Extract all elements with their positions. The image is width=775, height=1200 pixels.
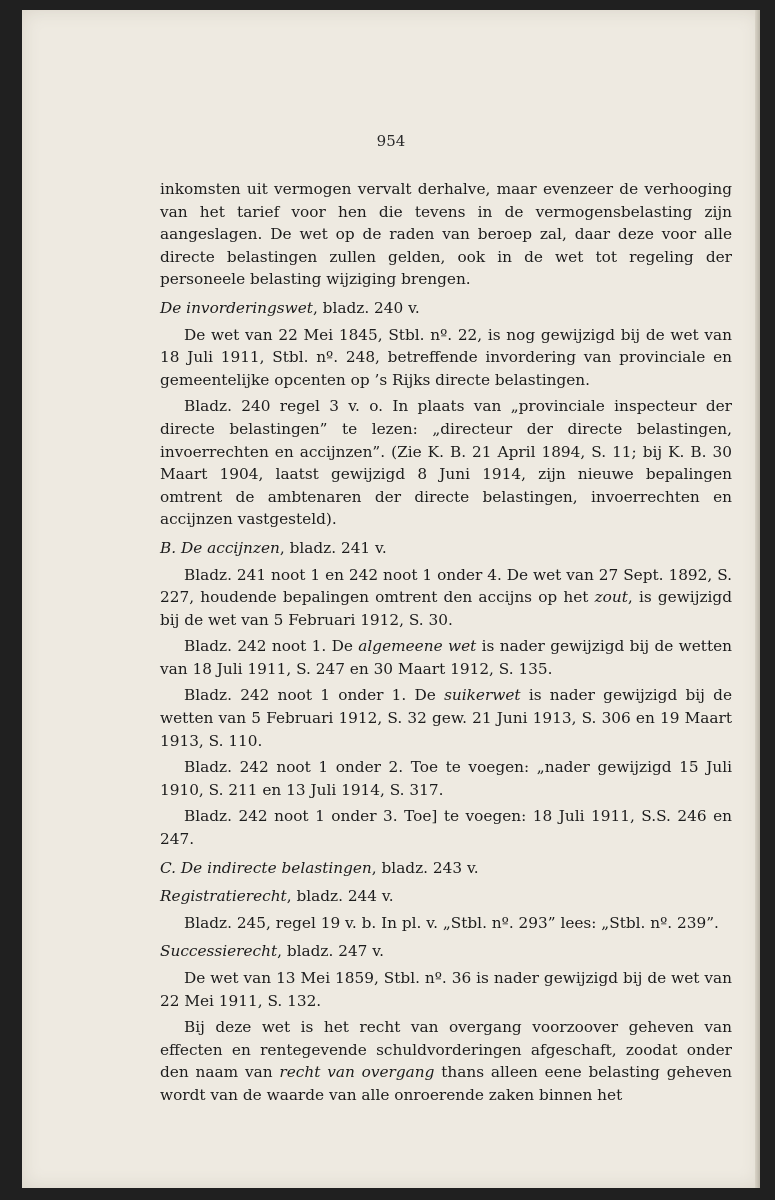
section-heading <box>160 857 732 880</box>
page-number: 954 <box>376 132 406 150</box>
body-paragraph <box>160 684 732 752</box>
text-segment: Bladz. 242 noot 1 onder 1. De <box>184 686 445 705</box>
page-body-text <box>160 178 732 1111</box>
italic-text: De invorderingswet <box>160 298 313 317</box>
body-paragraph <box>160 395 732 531</box>
body-paragraph <box>160 756 732 801</box>
text-segment: is nader gewijzigd bij de wetten van 18 Juli 1911, S. 247 en 30 Maart 1912, S. 135. <box>160 637 733 678</box>
text-segment: thans alleen eene belasting geheven wordt van de waarde van alle onroerende zaken binnen het <box>160 1063 732 1104</box>
text-segment: inkomsten uit vermogen vervalt derhalve, maar evenzeer de verhooging van het tarief voor hen die tevens in de vermogensbelasting zijn aangeslagen. De wet op de raden van beroep zal, daar deze voor alle directe belastingen zullen gelden, ook in de wet tot regeling der personeele belasting wijziging brengen. <box>160 180 732 289</box>
section-heading <box>160 537 732 560</box>
text-segment: , bladz. 241 v. <box>279 538 387 557</box>
italic-text: zout <box>594 588 628 607</box>
text-segment: is nader gewijzigd bij de wetten van 5 Februari 1912, S. 32 gew. 21 Juni 1913, S. 306 en 19 Maart 1913, S. 110. <box>160 686 732 750</box>
section-heading <box>160 940 732 963</box>
text-segment: Bladz. 240 regel 3 v. o. In plaats van „provinciale inspecteur der directe belastingen” te lezen: „directeur der directe belastingen, invoerrechten en accijnzen”. (Zie K. B. 21 April 1894, S. 11; bij K. B. 30 Maart 1904, laatst gewijzigd 8 Juni 1914, zijn nieuwe bepalingen omtrent de ambtenaren der directe belastingen, invoerrechten en accijnzen vastgesteld). <box>160 397 732 529</box>
italic-text: Registratierecht <box>160 887 287 906</box>
body-paragraph <box>160 805 732 850</box>
italic-text: B. De accijnzen <box>160 538 280 557</box>
body-paragraph <box>160 564 732 632</box>
text-segment: Bladz. 242 noot 1 onder 3. Toe] te voegen: 18 Juli 1911, S.S. 246 en 247. <box>160 807 732 849</box>
italic-text: recht van overgang <box>279 1063 435 1082</box>
text-segment: Bladz. 241 noot 1 en 242 noot 1 onder 4. De wet van 27 Sept. 1892, S. 227, houdende bepalingen omtrent den accijns op het <box>160 565 732 607</box>
body-paragraph <box>160 635 732 680</box>
text-segment: Bladz. 242 noot 1. De <box>184 637 359 656</box>
body-paragraph <box>160 967 732 1012</box>
body-paragraph <box>160 1016 732 1106</box>
text-segment: Bij deze wet is het recht van overgang voorzoover geheven van effecten en rentegevende schuldvorderingen afgeschaft, zoodat onder den naam van <box>160 1018 732 1082</box>
book-page <box>22 10 760 1188</box>
text-segment: , bladz. 247 v. <box>277 942 384 961</box>
text-segment: Bladz. 242 noot 1 onder 2. Toe te voegen: „nader gewijzigd 15 Juli 1910, S. 211 en 13 Juli 1914, S. 317. <box>160 758 732 799</box>
text-segment: , bladz. 240 v. <box>312 298 420 317</box>
section-heading <box>160 885 732 908</box>
text-segment: , bladz. 243 v. <box>371 858 479 877</box>
italic-text: Successierecht <box>160 942 278 961</box>
italic-text: C. De indirecte belastingen <box>160 858 372 877</box>
text-segment: De wet van 22 Mei 1845, Stbl. nº. 22, is nog gewijzigd bij de wet van 18 Juli 1911, Stbl. nº. 248, betreffende invordering van provinciale en gemeentelijke opcenten op ’s Rijks directe belastingen. <box>160 325 732 389</box>
italic-text: suikerwet <box>444 686 521 705</box>
body-paragraph <box>160 912 732 935</box>
body-paragraph <box>160 324 732 392</box>
section-heading <box>160 297 732 320</box>
text-segment: , bladz. 244 v. <box>286 887 394 906</box>
text-segment: , is gewijzigd bij de wet van 5 Februari 1912, S. 30. <box>160 588 732 629</box>
body-paragraph <box>160 178 732 291</box>
text-segment: De wet van 13 Mei 1859, Stbl. nº. 36 is nader gewijzigd bij de wet van 22 Mei 1911, S. 132. <box>160 969 732 1010</box>
italic-text: algemeene wet <box>358 637 477 656</box>
text-segment: Bladz. 245, regel 19 v. b. In pl. v. „Stbl. nº. 293” lees: „Stbl. nº. 239”. <box>184 913 719 932</box>
